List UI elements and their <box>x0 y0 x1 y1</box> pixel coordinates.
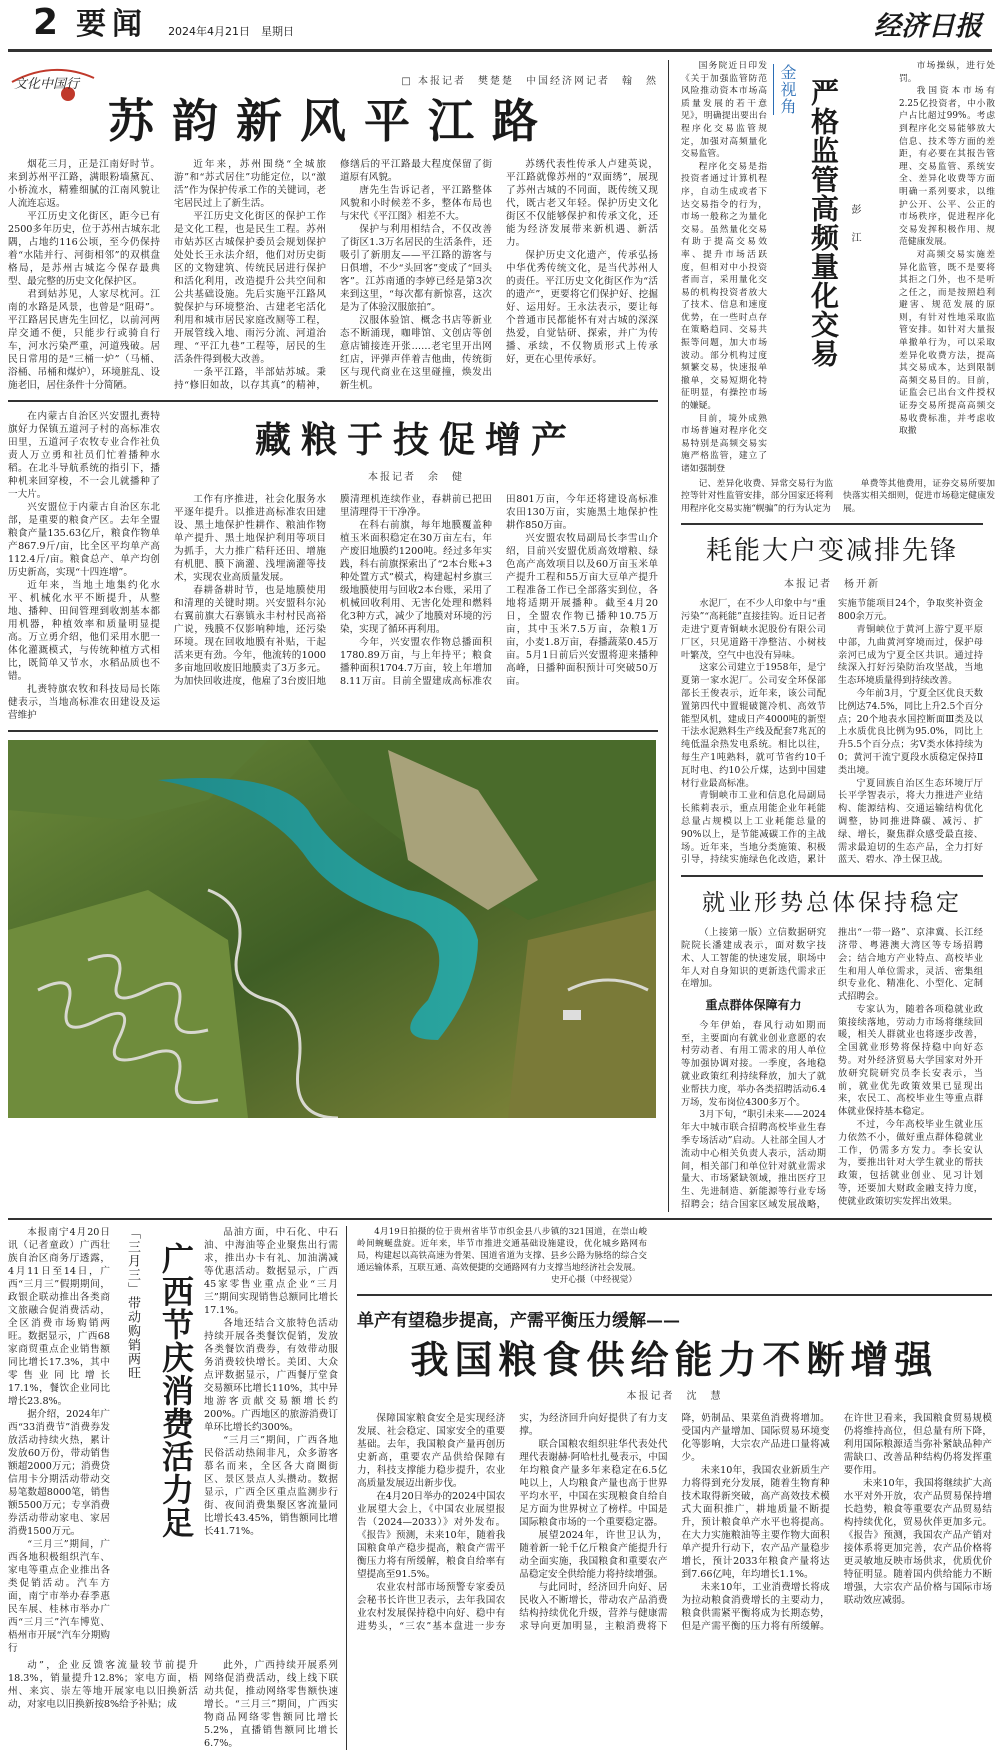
paragraph: 未来10年，工业消费增长将成为拉动粮食消费增长的主要动力，粮食供需紧平衡将成为长期态势，但是产需平衡的压力将有所缓解。在许世卫看来，我国粮食贸易规模仍将维持高位，但总量有所下降，利用国际粮源适当弥补紧缺品种产需缺口、改善品种结构仍将发挥重要作用。 <box>681 1412 992 1632</box>
paragraph: 青铜峡市工业和信息化局副局长熊莉表示，重点用能企业年耗能总量占规模以上工业耗能总量的90%以上，是节能减碳工作的主战场。近年来，当地分类施策、积极引导，持续实施绿色化改造，累计实施节能项目24个，争取奖补资金800余万元。 <box>681 598 983 866</box>
paragraph: 平江历史文化街区，距今已有2500多年历史，位于苏州古城东北隅，占地约116公顷，至今仍保持着“水陆并行、河街相邻”的双棋盘格局，是苏州古城迄今保存最典型、最完整的历史文化保护区。 <box>8 211 160 287</box>
kicker-grain-supply: 单产有望稳步提高，产需平衡压力缓解—— <box>357 1310 680 1331</box>
article-body <box>204 1659 338 1750</box>
masthead <box>8 0 992 52</box>
story-quant <box>681 60 995 515</box>
section-rule <box>8 730 658 732</box>
svg-text:文化中国行: 文化中国行 <box>14 77 80 92</box>
paragraph: 联合国粮农组织驻华代表处代理代表谢赫·阿哈杜扎曼表示，中国年均粮食产量多年来稳定在6.5亿吨以上，人均粮食产量也高于世界平均水平，中国在实现粮食自给自足方面为世界树立了榜样。中国是国际粮食市场的一个重要稳定器。 <box>519 1438 668 1528</box>
article-body <box>899 60 995 438</box>
caption-text: 4月19日拍摄的位于贵州省毕节市织金县八步镇的321国道，在崇山峻岭间蜿蜒盘旋。近年来，毕节市推进交通基础设施建设，优化城乡路网布局，构建起以高铁高速为骨架、国道省道为支撑、县乡公路为脉络的综合交通运输体系，互联互通、高效便捷的交通路网有力支撑当地经济社会发展。 <box>357 1226 647 1273</box>
paragraph: 水泥厂，在不少人印象中与“重污染”“高耗能”直接挂钩。近日记者走进宁夏青铜峡水泥股份有限公司厂区，只见道路干净整洁、小树枝叶繁茂，空气中也没有异味。 <box>681 598 826 661</box>
column-logo-culture-china <box>8 60 98 105</box>
paragraph: 对高频交易实施差异化监管，既不是要将其拒之门外，也不是听之任之，而是按照趋利避害、规范发展的原则，有针对性地采取监管安排。如针对大量报单撤单行为，可以采取差异化收费方法，提高其交易成本，达到限制高频交易目的。目前，证监会已出台文件授权证券交易所提高高频交易收费标准，并考虑收取撤 <box>899 249 995 437</box>
paragraph: 近年来，当地土地集约化水平、机械化水平不断提升，从整地、播种、田间管理到收割基本都用机器，种植效率和质量明显提高。万立勇介绍，他们采用水肥一体化灌溉模式，与传统种植方式相比，既简单又节水，水稻品质也不错。 <box>8 580 160 682</box>
article-body <box>8 1226 110 1655</box>
paragraph: 苏绣代表性传承人卢建英说，平江路就像苏州的“双面绣”，展现了苏州古城的不同面，既传统又现代，既古老又年轻。保护历史文化街区不仅能够保护和传承文化，还能为经济发展带来新机遇、新活力。 <box>506 159 658 248</box>
story-energy <box>681 533 983 867</box>
section-name: 要闻 <box>76 7 149 42</box>
article-body <box>204 1226 338 1538</box>
article-body <box>357 1412 992 1633</box>
paragraph: 烟花三月，正是江南好时节。来到苏州平江路，满眼粉墙黛瓦、小桥流水，精雅细腻的江南风貌让人流连忘返。 <box>8 159 160 209</box>
column-label-jin-shi-jiao: 金视角 <box>773 64 799 115</box>
article-body <box>681 598 983 867</box>
paragraph: 扎赉特旗农牧和科技局局长陈健表示，当地高标准农田建设及运营维护 <box>8 684 160 721</box>
story-guangxi <box>8 1226 346 1750</box>
paragraph: 据介绍，2024年广西“33消费节”消费券发放活动持续火热，累计发放60万份，带动销售额超2000万元；消费贷信用卡分期活动带动交易笔数超8000笔，销售额5500万元；专享消费券活动带动家电、家居消费1500万元。 <box>8 1408 110 1537</box>
culture-china-seal-icon <box>8 60 98 105</box>
headline-jobs: 就业形势总体保持稳定 <box>702 890 962 917</box>
paragraph: 在内蒙古自治区兴安盟扎赉特旗好力保镇五道河子村的高标准农田里，五道河子农牧专业合作社负责人万立勇和社员们忙着播种水稻。在北斗导航系统的指引下，播种机来回穿梭，不一会儿就播种了一大片。 <box>8 411 160 500</box>
story-grain-supply <box>357 1306 992 1633</box>
paragraph: 青铜峡位于黄河上游宁夏平原中部，九曲黄河穿境而过，保护母亲河已成为宁夏全区共识。通过持续深入打好污染防治攻坚战，当地生态环境质量得到持续改善。 <box>838 623 983 687</box>
paragraph: 单费等其他费用，证券交易所要加快落实相关细则，促进市场稳定健康发展。 <box>843 478 995 514</box>
headline-grain-tech: 藏粮于技促增产 <box>254 419 577 461</box>
upper-section <box>8 60 995 1212</box>
paragraph: 展望2024年，许世卫认为，随着新一轮千亿斤粮食产能提升行动全面实施，我国粮食和重要农产品稳定安全供给能力将持续增强。 <box>519 1529 668 1580</box>
paragraph: 在4月20日举办的2024中国农业展望大会上，《中国农业展望报告（2024—2033）》对外发布。《报告》预测，未来10年，随着我国粮食单产稳步提高，粮食产需平衡压力将有所缓解，粮食自给率有望提高至91.5%。 <box>357 1490 506 1580</box>
section-rule <box>681 523 983 525</box>
paragraph: 我国资本市场有2.25亿投资者，中小散户占比超过99%。考虑到程序化交易能够放大信息、技术等方面的差距，有必要在其报告管理、交易监管、系统安全、差异化收费等方面明确一系列要求，以维护公开、公平、公正的市场秩序，促进程序化交易发挥积极作用、规范健康发展。 <box>899 86 995 248</box>
story-suzhou <box>8 60 658 392</box>
paragraph: 工作有序推进，社会化服务水平逐年提升。以推进高标准农田建设、黑土地保护性耕作、粮油作物单产提升、黑土地保护利用等项目为抓手，大力推广秸秆还田、增施有机肥、膜下滴灌、浅埋滴灌等技术，实现农业高质量发展。 <box>174 494 326 583</box>
paragraph: 目前，境外成熟市场普遍对程序化交易特别是高频交易实施严格监管，建立了诸如强制登 <box>681 413 767 474</box>
paragraph: 平江历史文化街区的保护工作是文化工程，也是民生工程。苏州市姑苏区古城保护委员会规划保护处处长王永法介绍，他们对历史街区的文物建筑、传统民居进行保护和活化利用，改造提升公共空间和公共基础设施。先后实施平江路风貌保护与环境整治、古建老宅活化利用和城市居民家庭改厕等工程，开展管线入地、雨污分流、河道治理、“平江九巷”工程等，居民的生活条件得到极大改善。 <box>174 211 326 365</box>
photo-winding-road <box>8 740 656 1118</box>
kicker-guangxi: 「三月三」带动购销两旺 <box>125 1225 140 1380</box>
byline: 本报记者 余 健 <box>368 472 464 483</box>
page-number: 2 <box>33 2 59 43</box>
paragraph: 市场操纵，进行处罚。 <box>899 61 995 84</box>
story-header <box>8 60 658 90</box>
paragraph: 一条平江路，半部姑苏城。秉持“修旧如故，以存其真”的精神，修缮后的平江路最大程度保留了街道原有风貌。 <box>174 159 492 391</box>
story-quant-bottom <box>681 478 995 516</box>
photo-caption <box>357 1226 647 1286</box>
byline: 本报记者 沈 慧 <box>626 1390 723 1402</box>
paragraph: “三月三”期间，广西各地民俗活动热闹非凡，众多游客慕名而来，全区各大商圈街区、景区景点人头攒动。数据显示，广西全区重点监测步行街、夜间消费集聚区客流量同比增长43.45%，销售额同比增长41.71%。 <box>204 1434 338 1537</box>
byline: 本报记者 杨开新 <box>784 579 880 591</box>
newspaper-logo: 经济日报 <box>874 11 982 42</box>
paragraph: 与此同时，经济回升向好、居民收入不断增长，带动农产品消费结构持续优化升级，营养与健康需求导向更加明显，主粮消费将下降，奶制品、果菜鱼消费将增加。受国内产量增加、国际贸易环境变化等影响，大宗农产品进口量将减少。 <box>519 1412 830 1632</box>
paragraph: 3月下旬，“职引未来——2024年大中城市联合招聘高校毕业生春季专场活动”启动。人社部全国人才流动中心相关负责人表示，活动期间，相关部门和单位针对就业需求量大、市场紧缺领域，推出医疗卫生、先进制造、新能源等行业专场招聘会；结合国家区域发展战略，推出“一带一路”、京津冀、长江经济带、粤港澳大湾区等专场招聘会；结合地方产业特点、高校毕业生和用人单位需求，灵活、密集组织专业化、精准化、小型化、定制式招聘会。 <box>681 927 983 1211</box>
paragraph: 各地还结合文旅特色活动持续开展各类餐饮促销，发放各类餐饮消费券，有效带动服务消费较快增长。美团、大众点评数据显示，广西餐厅堂食交易额环比增长110%，其中异地游客贡献交易额增长约200%。广西地区的旅游消费订单环比增长约300%。 <box>204 1317 338 1433</box>
paragraph: 动”，企业反馈客流量较节前提升18.3%，销量提升12.8%；家电方面，梧州、来宾、崇左等地开展家电以旧换新活动，对家电以旧换新按8%给予补贴；成 <box>8 1659 198 1710</box>
paragraph: 汉服体验馆、概念书店等新业态不断涌现，咖啡馆、文创店等创意店铺接连开张……老宅里开出网红店，评弹声伴着吉他曲，传统街区与现代商业在这里碰撞，焕发出新生机。 <box>340 315 492 391</box>
paragraph: （上接第一版）立信数据研究院院长潘建成表示，面对数字技术、人工智能的快速发展，职场中年人对自身知识的更新迭代需求正在增加。 <box>681 927 826 990</box>
paragraph: 此外，广西持续开展系列网络促消费活动，线上线下联动共促，推动网络零售额快速增长。“三月三”期间，广西实物商品网络零售额同比增长5.2%，直播销售额同比增长6.7%。 <box>204 1659 338 1749</box>
section-rule <box>357 1294 992 1296</box>
paragraph: 记、差异化收费、异常交易行为监控等针对性监管安排，部分国家还将利用程序化交易实施“幌骗”的行为认定为 <box>681 478 833 514</box>
paragraph: 保护与利用相结合，不仅改善了街区1.3万名居民的生活条件，还吸引了新朋友——平江路的游客与日俱增，不少“头回客”变成了“回头客”。江苏南通的李婷已经是第3次来到这里，“每次都有新惊喜，这次是为了体验汉服旅拍”。 <box>340 224 492 313</box>
article-body <box>174 493 658 688</box>
headline-quant: 严格监管高频量化交易 <box>807 78 840 368</box>
paragraph: “三月三”期间，广西各地积极组织汽车、家电等重点企业推出各类促销活动。汽车方面，南宁市举办春季惠民车展、桂林市举办广西“三月三”汽车博览、梧州市开展“汽车分期购行 <box>8 1538 110 1654</box>
paragraph: 春耕备耕时节，也是地膜使用和清理的关键时期。兴安盟科尔沁右翼前旗大石寨镇永丰村村民高裕广说，残膜不仅影响种地，还污染环境。现在回收地膜有补贴，干起活来更有劲。今年，他流转的1000多亩地回收废旧地膜卖了3万多元。为加快回收进度，他雇了3台废旧地膜清理机连续作业，春耕前已把田里清理得干干净净。 <box>174 494 492 687</box>
headline-grain-supply: 我国粮食供给能力不断增强 <box>410 1337 939 1382</box>
story-quant-title <box>773 60 893 368</box>
story-jobs <box>681 885 983 1212</box>
article-body <box>8 410 160 722</box>
byline: □ 本报记者 樊楚楚 中国经济网记者 翰 然 <box>401 76 658 87</box>
paragraph: 本报南宁4月20日讯（记者童政）广西壮族自治区商务厅透露，4月11日至14日，广西“三月三”假期期间，政银企联动推出各类商文旅融合促消费活动，全区消费市场购销两旺。数据显示，广西68家商贸重点企业销售额同比增长17.3%，其中零售业同比增长17.1%，餐饮企业同比增长23.8%。 <box>8 1226 110 1407</box>
article-body <box>681 927 983 1212</box>
paragraph: 未来10年，我国将继续扩大高水平对外开放，农产品贸易保持增长趋势，粮食等重要农产品贸易结构持续优化，贸易伙伴更加多元。《报告》预测，我国农产品产销对接体系将更加完善，农产品价格将更灵敏地反映市场供求，优质优价特征明显。随着国内供给能力不断增强，大宗农产品价格与国际市场联动效应减弱。 <box>843 1477 992 1606</box>
paragraph: 农业农村部市场预警专家委员会秘书长许世卫表示，去年我国农业农村发展保持稳中向好、稳中有进势头，“三农”基本盘进一步夯实，为经济回升向好提供了有力支撑。 <box>357 1412 668 1632</box>
paragraph: 保护历史文化遗产，传承弘扬中华优秀传统文化，是当代苏州人的责任。平江历史文化街区作为“活的遗产”，更要将它们保护好、挖掘好、运用好。王永法表示，要让每个普通市民都能怀有对古城的深深热爱，自觉钻研、探索，并广为传播、承续，不仅物质形式上传承好，更在心里传承好。 <box>506 250 658 365</box>
paragraph: 兴安盟位于内蒙古自治区东北部，是重要的粮食产区。去年全盟粮食产量135.63亿斤，粮食作物单产867.9斤/亩，比全区平均单产高112.4斤/亩。粮食总产、单产均创历史新高，实现“十四连增”。 <box>8 502 160 578</box>
paragraph: 近年来，苏州围绕“全城旅游”和“苏式居住”功能定位，以“激活”作为保护传承工作的关键词，老宅居民过上了新生活。 <box>174 159 326 209</box>
paragraph: 不过，今年高校毕业生就业压力依然不小，做好重点群体稳就业工作，仍需多方发力。李长安认为，要推出针对大学生就业的帮扶政策，包括就业创业、见习计划等，还要加大财政金融支持力度，使就业政策切实发挥出效果。 <box>838 1119 983 1207</box>
story-grain-tech <box>8 410 658 722</box>
lower-section <box>8 1218 992 1750</box>
article-body <box>8 158 658 392</box>
issue-date: 2024年4月21日 星期日 <box>168 25 295 38</box>
paragraph: 专家认为，随着各项稳就业政策接续落地，劳动力市场将继续回暖，相关人群就业也将逐步改善，全国就业形势将保持稳中向好态势。对外经济贸易大学国家对外开放研究院研究员李长安表示，当前，就业优先政策效果已显现出来，农民工、高校毕业生等重点群体就业保持基本稳定。 <box>838 1003 983 1118</box>
mountain-road-photo <box>8 740 656 1118</box>
article-body <box>843 478 995 516</box>
headline-suzhou: 苏韵新风平江路 <box>108 94 556 148</box>
paragraph: 今年前3月，宁夏全区优良天数比例达74.5%，同比上升2.5个百分点；20个地表水国控断面Ⅲ类及以上水质优良比例为95.0%，同比上升5.5个百分点；劣Ⅴ类水体持续为0；黄河干流宁夏段水质稳定保持Ⅱ类出境。 <box>838 687 983 776</box>
paragraph: 品油方面，中石化、中石油、中海油等企业聚焦出行需求，推出办卡有礼、加油满减等优惠活动。数据显示，广西45家零售业重点企业“三月三”期间实现销售总额同比增长17.1%。 <box>204 1226 338 1316</box>
paragraph: 宁夏回族自治区生态环境厅厅长平学智表示，将大力推进产业结构、能源结构、交通运输结构优化调整，协同推进降碳、减污、扩绿、增长，聚焦群众感受最直接、需求最迫切的生态产品，全力打好蓝天、碧水、净土保卫战。 <box>838 777 983 866</box>
article-body <box>681 478 833 516</box>
paragraph: 这家公司建立于1958年，是宁夏第一家水泥厂。公司安全环保部部长王俊表示，近年来，该公司配置第四代中置辊破篦冷机、高效节能型风机，建成日产4000吨的新型干法水泥熟料生产线及配套7兆瓦的纯低温余热发电系统。相比以往，每生产1吨熟料，就可节省约10千瓦时电、约10公斤煤，达到中国建材行业最高标准。 <box>681 662 826 789</box>
right-column <box>669 60 995 1212</box>
left-main <box>8 60 668 1212</box>
paragraph: 兴安盟农牧局副局长李雪山介绍，目前兴安盟优质高效增粮、绿色高产高效项目以及60万亩玉米单产提升工程和55万亩大豆单产提升工程准备工作已全部落实到位，各地将适期开展播种。截至4月20日，全盟农作物已播种10.75万亩，其中玉米7.5万亩，杂粮1万亩，小麦1.8万亩，春播蔬菜0.45万亩。5月1日前后兴安盟将迎来播种高峰，日播种面积预计可突破50万亩。 <box>506 533 658 687</box>
paragraph: 今年，兴安盟农作物总播面积1780.89万亩，与上年持平；粮食播种面积1704.7万亩，较上年增加8.11万亩。目前全盟建成高标准农田801万亩，今年还将建设高标准农田130万亩，实施黑土地保护性耕作850万亩。 <box>340 494 658 687</box>
subheading: 重点群体保障有力 <box>705 998 802 1013</box>
paragraph: 今年伊始，春风行动如期而至，主要面向有就业创业意愿的农村劳动者、有用工需求的用人单位等加强协调对接。一季度，各地稳就业政策红利持续释放，加大了就业帮扶力度，举办各类招聘活动6.4万场，发布岗位4300多万个。 <box>681 1019 826 1108</box>
photo-credit: 史开心摄（中经视觉） <box>551 1274 637 1285</box>
paragraph: 唐先生告诉记者，平江路整体风貌和小时候差不多，整体布局也与宋代《平江图》相差不大。 <box>340 185 492 222</box>
paragraph: 君到姑苏见，人家尽枕河。江南的水路是风景，也曾是“阻碍”。平江路居民唐先生回忆，以前河两岸交通不便，只能步行或骑自行车，河水污染严重，河道残破。居民日常用的是“三桶一炉”（马桶、浴桶、吊桶和煤炉），环境脏乱、设施老旧，居住条件十分简陋。 <box>8 289 160 391</box>
article-body <box>8 1659 198 1711</box>
story-grain-tech-main <box>174 410 658 688</box>
article-body <box>681 60 767 476</box>
section-rule <box>8 400 658 402</box>
paragraph: 程序化交易是指投资者通过计算机程序，自动生成或者下达交易指令的行为，市场一般称之为量化交易。虽然量化交易有助于提高交易效率、提升市场活跃度，但相对中小投资者而言，采用量化交易的机构投资者放大了技术、信息和速度优势，在一些时点存在策略趋同、交易共振等问题，加大市场波动。部分机构过度频繁交易，快速报单撤单，交易短期化特征明显，有操控市场的嫌疑。 <box>681 161 767 412</box>
paragraph: 国务院近日印发《关于加强监管防范风险推动资本市场高质量发展的若干意见》，明确提出要出台程序化交易监管规定，加强对高频量化交易监管。 <box>681 61 767 160</box>
paragraph: 在科右前旗，每年地膜覆盖种植玉米面积稳定在30万亩左右，年产废旧地膜约1200吨。经过多年实践，科右前旗探索出了“2本台账+3种处置方式”模式，构建起村乡旗三级地膜使用与回收2本台账，采用了机械回收利用、无害化处理和燃料化3种方式，减少了地膜对环境的污染，实现了循环再利用。 <box>340 520 492 635</box>
author: 彭江 <box>849 204 860 260</box>
headline-guangxi: 广西节庆消费活力足 <box>157 1241 195 1539</box>
section-rule <box>681 875 983 877</box>
lower-right <box>347 1226 992 1750</box>
paragraph: 保障国家粮食安全是实现经济发展、社会稳定、国家安全的重要基础。去年，我国粮食产量再创历史新高，重要农产品供给保障有力，科技支撑能力稳步提升，农业高质量发展迈出新步伐。 <box>357 1412 506 1489</box>
paragraph: 未来10年，我国农业新质生产力将得到充分发展，随着生物育种技术取得新突破，高产高效技术模式大面积推广，耕地质量不断提升，预计粮食单产水平也将提高。在大力实施粮油等主要作物大面积单产提升行动下，农产品产量稳步增长，预计2033年粮食产量将达到7.66亿吨，年均增长1.1%。 <box>681 1464 830 1580</box>
headline-energy: 耗能大户变减排先锋 <box>705 536 958 567</box>
